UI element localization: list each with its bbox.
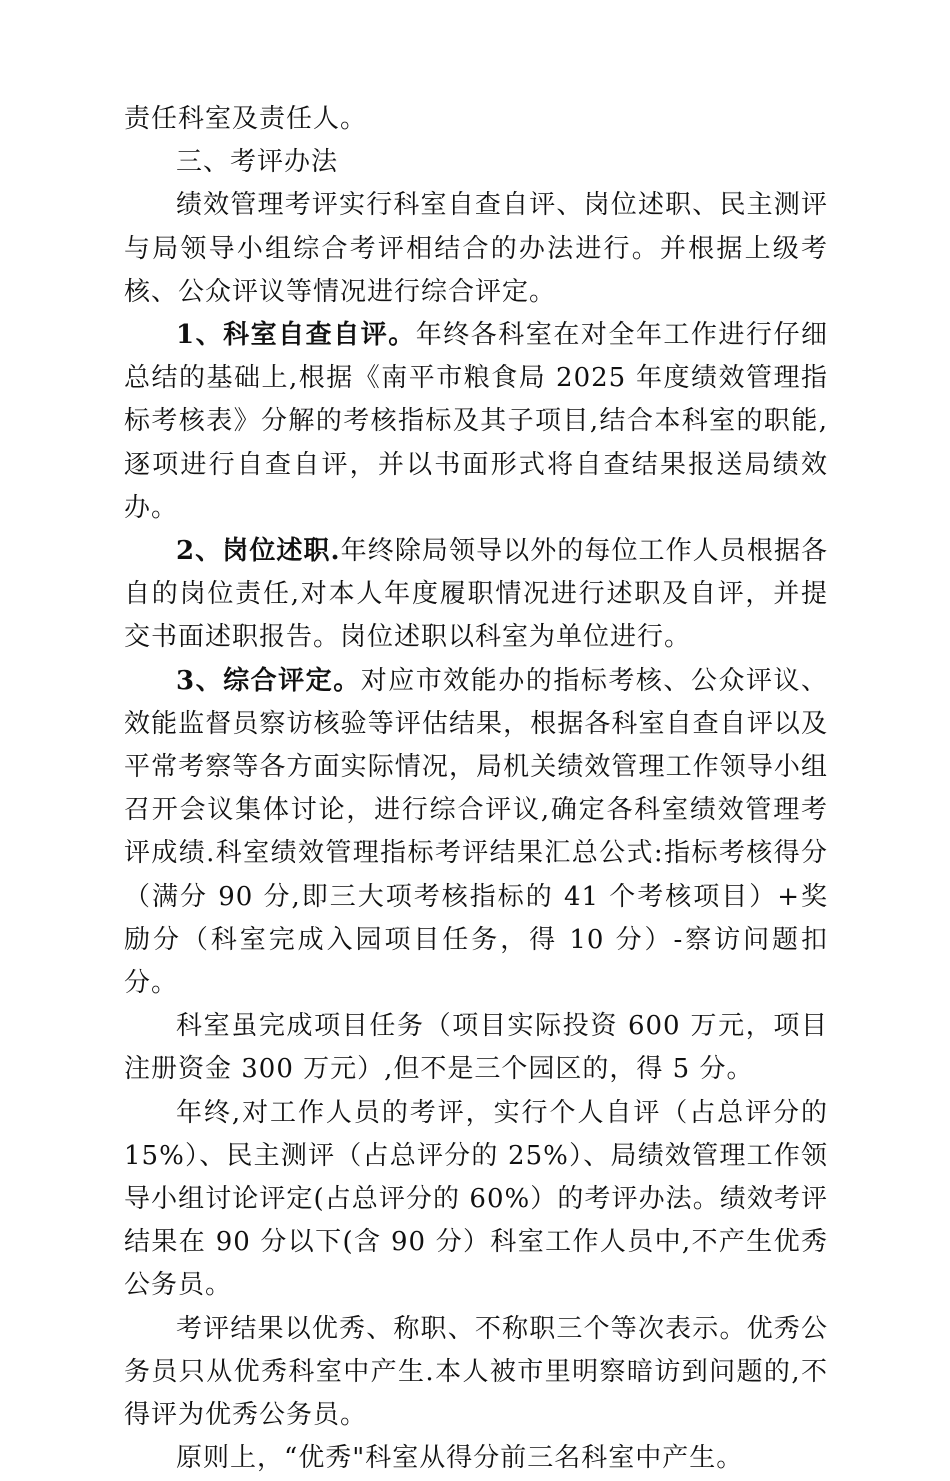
paragraph-item-3 bbox=[124, 660, 828, 1006]
item-2-body: 年终除局领导以外的每位工作人员根据各自的岗位责任,对本人年度履职情况进行述职及自评，并提交书面述职报告。岗位述职以科室为单位进行。 bbox=[124, 536, 828, 653]
document-body bbox=[124, 98, 828, 1481]
paragraph-item-1 bbox=[124, 314, 828, 530]
paragraph-result-grades: 考评结果以优秀、称职、不称职三个等次表示。优秀公务员只从优秀科室中产生.本人被市里明察暗访到问题的,不得评为优秀公务员。 bbox=[124, 1313, 828, 1431]
item-1-body: 年终各科室在对全年工作进行仔细总结的基础上,根据《南平市粮食局 2025 年度绩效管理指标考核表》分解的考核指标及其子项目,结合本科室的职能,逐项进行自查自评，并以书面形式将自查结果报送局绩效办。 bbox=[124, 320, 828, 523]
section-heading: 三、考评办法 bbox=[176, 147, 339, 178]
paragraph-project-task: 科室虽完成项目任务（项目实际投资 600 万元，项目注册资金 300 万元）,但不是三个园区的，得 5 分。 bbox=[124, 1011, 828, 1085]
paragraph-staff-evaluation: 年终,对工作人员的考评，实行个人自评（占总评分的 15%）、民主测评（占总评分的 25%）、局绩效管理工作领导小组讨论评定(占总评分的 60%）的考评办法。绩效考评结果在 90 分以下(含 90 分）科室工作人员中,不产生优秀公务员。 bbox=[124, 1097, 828, 1301]
paragraph-item-2 bbox=[124, 530, 828, 660]
item-3-body: 对应市效能办的指标考核、公众评议、效能监督员察访核验等评估结果，根据各科室自查自评以及平常考察等各方面实际情况，局机关绩效管理工作领导小组召开会议集体讨论，进行综合评议,确定各科室绩效管理考评成绩.科室绩效管理指标考评结果汇总公式:指标考核得分（满分 90 分,即三大项考核指标的 41 个考核项目）+奖励分（科室完成入园项目任务，得 10 分）-察访问题扣分。 bbox=[124, 665, 828, 999]
paragraph-method-overview: 绩效管理考评实行科室自查自评、岗位述职、民主测评与局领导小组综合考评相结合的办法进行。并根据上级考核、公众评议等情况进行综合评定。 bbox=[124, 190, 828, 307]
item-1-lead: 1、科室自查自评。 bbox=[176, 320, 416, 351]
paragraph-continuation: 责任科室及责任人。 bbox=[124, 104, 368, 134]
item-3-lead: 3、综合评定。 bbox=[176, 665, 361, 696]
paragraph-principle: 原则上，“优秀"科室从得分前三名科室中产生。 bbox=[176, 1443, 744, 1474]
item-2-lead: 2、岗位述职. bbox=[176, 536, 341, 567]
